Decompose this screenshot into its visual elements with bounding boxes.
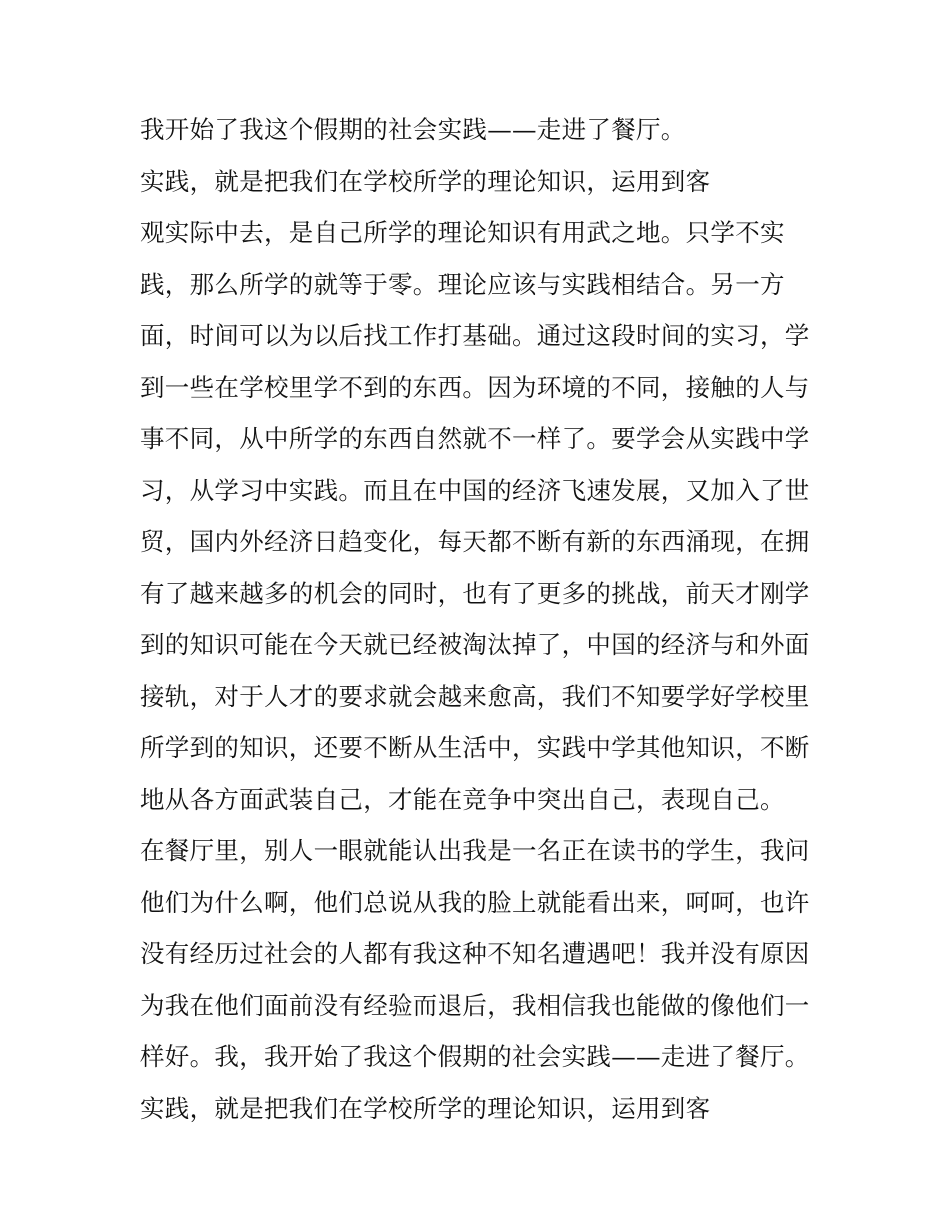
- body-text: [140, 104, 820, 1134]
- text-line: 实践，就是把我们在学校所学的理论知识，运用到客: [140, 1093, 711, 1123]
- text-line: 他们为什么啊，他们总说从我的脸上就能看出来，呵呵，也许: [140, 887, 810, 917]
- text-line: 地从各方面武装自己，才能在竞争中突出自己，表现自己。: [140, 784, 785, 814]
- text-line: 有了越来越多的机会的同时，也有了更多的挑战，前天才刚学: [140, 578, 810, 608]
- text-line: 没有经历过社会的人都有我这种不知名遭遇吧！我并没有原因: [140, 939, 810, 968]
- text-line: 接轨，对于人才的要求就会越来愈高，我们不知要学好学校里: [140, 681, 810, 711]
- text-line: 在餐厅里，别人一眼就能认出我是一名正在读书的学生，我问: [140, 836, 810, 865]
- text-line: 所学到的知识，还要不断从生活中，实践中学其他知识，不断: [140, 733, 810, 762]
- text-line: 习，从学习中实践。而且在中国的经济飞速发展，又加入了世: [140, 475, 810, 505]
- text-line: 到一些在学校里学不到的东西。因为环境的不同，接触的人与: [140, 372, 810, 402]
- text-line: 事不同，从中所学的东西自然就不一样了。要学会从实践中学: [140, 424, 810, 453]
- text-line: 面，时间可以为以后找工作打基础。通过这段时间的实习，学: [140, 321, 810, 350]
- text-line: 观实际中去，是自己所学的理论知识有用武之地。只学不实: [140, 218, 785, 247]
- text-line: 我开始了我这个假期的社会实践——走进了餐厅。: [140, 115, 686, 144]
- text-line: 实践，就是把我们在学校所学的理论知识，运用到客: [140, 166, 711, 196]
- text-line: 为我在他们面前没有经验而退后，我相信我也能做的像他们一: [140, 990, 810, 1020]
- text-line: 践，那么所学的就等于零。理论应该与实践相结合。另一方: [140, 269, 785, 299]
- text-line: 样好。我，我开始了我这个假期的社会实践——走进了餐厅。: [140, 1042, 810, 1071]
- text-line: 贸，国内外经济日趋变化，每天都不断有新的东西涌现，在拥: [140, 527, 810, 556]
- text-line: 到的知识可能在今天就已经被淘汰掉了，中国的经济与和外面: [140, 630, 810, 659]
